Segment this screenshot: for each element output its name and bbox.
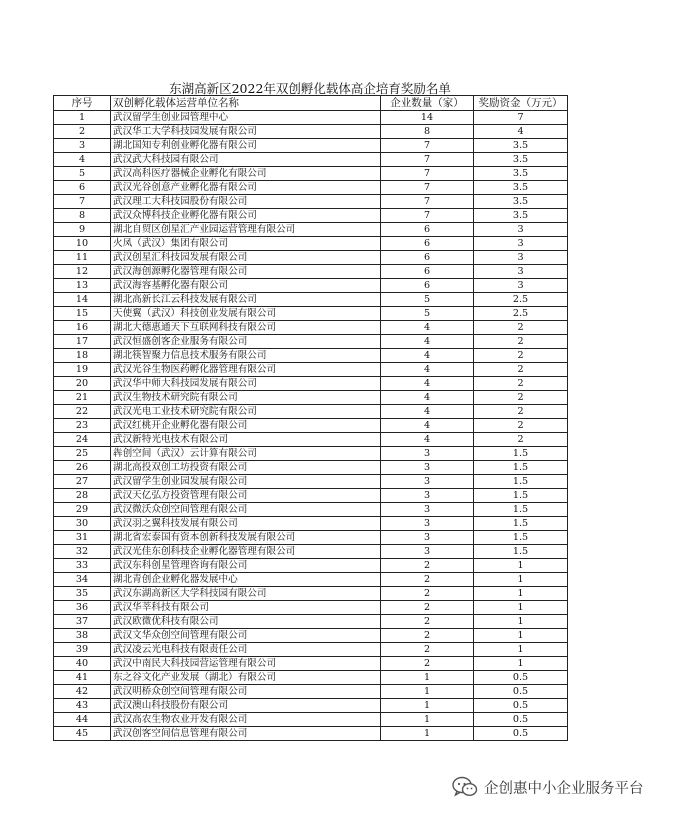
row-number: 13 [54, 279, 111, 293]
table-row [54, 419, 568, 433]
row-number: 37 [54, 615, 111, 629]
row-number: 11 [54, 251, 111, 265]
table-row [54, 125, 568, 139]
row-company-name: 武汉恒盛创客企业服务有限公司 [111, 335, 381, 349]
row-number: 35 [54, 587, 111, 601]
table-row [54, 363, 568, 377]
row-number: 8 [54, 209, 111, 223]
row-award-amount: 1.5 [474, 447, 568, 461]
row-company-name: 武汉微沃众创空间管理有限公司 [111, 503, 381, 517]
row-enterprise-count: 3 [381, 475, 474, 489]
table-row [54, 475, 568, 489]
row-number: 43 [54, 699, 111, 713]
row-enterprise-count: 2 [381, 559, 474, 573]
row-enterprise-count: 6 [381, 223, 474, 237]
row-company-name: 武汉高科医疗器械企业孵化有限公司 [111, 167, 381, 181]
row-award-amount: 3 [474, 251, 568, 265]
row-award-amount: 3.5 [474, 139, 568, 153]
row-award-amount: 0.5 [474, 685, 568, 699]
row-company-name: 武汉凌云光电科技有限责任公司 [111, 643, 381, 657]
header-no: 序号 [54, 96, 111, 111]
row-enterprise-count: 4 [381, 349, 474, 363]
table-row [54, 265, 568, 279]
table-row [54, 643, 568, 657]
row-number: 18 [54, 349, 111, 363]
table-row [54, 181, 568, 195]
row-award-amount: 0.5 [474, 727, 568, 741]
row-enterprise-count: 2 [381, 629, 474, 643]
table-row [54, 335, 568, 349]
table-row [54, 153, 568, 167]
row-award-amount: 1 [474, 629, 568, 643]
row-company-name: 武汉海创源孵化器管理有限公司 [111, 265, 381, 279]
row-number: 39 [54, 643, 111, 657]
row-award-amount: 1 [474, 615, 568, 629]
table-row [54, 321, 568, 335]
row-company-name: 武汉光电工业技术研究院有限公司 [111, 405, 381, 419]
row-number: 20 [54, 377, 111, 391]
row-enterprise-count: 4 [381, 405, 474, 419]
row-award-amount: 1.5 [474, 545, 568, 559]
row-number: 41 [54, 671, 111, 685]
table-row [54, 307, 568, 321]
table-row [54, 111, 568, 125]
row-company-name: 武汉红桃开企业孵化器有限公司 [111, 419, 381, 433]
row-award-amount: 3 [474, 237, 568, 251]
row-company-name: 武汉海容基孵化器有限公司 [111, 279, 381, 293]
table-row [54, 615, 568, 629]
row-company-name: 武汉创星汇科技园发展有限公司 [111, 251, 381, 265]
row-company-name: 火凤（武汉）集团有限公司 [111, 237, 381, 251]
row-enterprise-count: 3 [381, 531, 474, 545]
table-row [54, 279, 568, 293]
row-award-amount: 2 [474, 419, 568, 433]
watermark [452, 775, 644, 799]
row-number: 14 [54, 293, 111, 307]
table-row [54, 167, 568, 181]
row-company-name: 武汉武大科技园有限公司 [111, 153, 381, 167]
row-enterprise-count: 6 [381, 279, 474, 293]
watermark-text: 企创惠中小企业服务平台 [484, 780, 644, 797]
row-award-amount: 2 [474, 391, 568, 405]
row-number: 2 [54, 125, 111, 139]
wechat-icon [452, 776, 478, 798]
row-number: 21 [54, 391, 111, 405]
row-award-amount: 3 [474, 279, 568, 293]
row-award-amount: 1 [474, 587, 568, 601]
document-title: 东湖高新区2022年双创孵化载体高企培育奖励名单 [169, 81, 451, 96]
row-number: 33 [54, 559, 111, 573]
row-number: 40 [54, 657, 111, 671]
row-number: 3 [54, 139, 111, 153]
row-award-amount: 1.5 [474, 531, 568, 545]
table-body [54, 111, 568, 741]
row-number: 10 [54, 237, 111, 251]
row-number: 32 [54, 545, 111, 559]
row-enterprise-count: 7 [381, 195, 474, 209]
row-enterprise-count: 6 [381, 237, 474, 251]
row-enterprise-count: 2 [381, 573, 474, 587]
row-enterprise-count: 7 [381, 167, 474, 181]
row-company-name: 武汉光谷生物医药孵化器管理有限公司 [111, 363, 381, 377]
table-row [54, 223, 568, 237]
table-row [54, 517, 568, 531]
row-award-amount: 1 [474, 657, 568, 671]
row-award-amount: 2 [474, 377, 568, 391]
row-enterprise-count: 2 [381, 615, 474, 629]
row-enterprise-count: 4 [381, 377, 474, 391]
table-row [54, 293, 568, 307]
row-number: 17 [54, 335, 111, 349]
row-enterprise-count: 1 [381, 685, 474, 699]
row-company-name: 湖北高投双创工坊投资有限公司 [111, 461, 381, 475]
row-number: 22 [54, 405, 111, 419]
row-company-name: 湖北自贸区创星汇产业园运营管理有限公司 [111, 223, 381, 237]
row-enterprise-count: 1 [381, 699, 474, 713]
row-enterprise-count: 1 [381, 671, 474, 685]
row-enterprise-count: 1 [381, 713, 474, 727]
row-enterprise-count: 4 [381, 419, 474, 433]
row-enterprise-count: 2 [381, 601, 474, 615]
table-row [54, 629, 568, 643]
row-enterprise-count: 3 [381, 447, 474, 461]
row-enterprise-count: 4 [381, 363, 474, 377]
row-company-name: 武汉生物技术研究院有限公司 [111, 391, 381, 405]
row-number: 28 [54, 489, 111, 503]
row-number: 45 [54, 727, 111, 741]
row-company-name: 武汉明桥众创空间管理有限公司 [111, 685, 381, 699]
row-company-name: 东之谷文化产业发展（湖北）有限公司 [111, 671, 381, 685]
row-award-amount: 3.5 [474, 195, 568, 209]
row-number: 23 [54, 419, 111, 433]
row-number: 24 [54, 433, 111, 447]
row-number: 36 [54, 601, 111, 615]
row-company-name: 武汉中南民大科技园营运管理有限公司 [111, 657, 381, 671]
row-enterprise-count: 4 [381, 433, 474, 447]
row-enterprise-count: 6 [381, 265, 474, 279]
table-header-row [54, 96, 568, 111]
table-row [54, 573, 568, 587]
row-award-amount: 0.5 [474, 699, 568, 713]
row-enterprise-count: 5 [381, 293, 474, 307]
row-company-name: 武汉东湖高新区大学科技园有限公司 [111, 587, 381, 601]
row-enterprise-count: 3 [381, 461, 474, 475]
row-company-name: 武汉理工大科技园股份有限公司 [111, 195, 381, 209]
row-award-amount: 2 [474, 349, 568, 363]
row-award-amount: 1 [474, 573, 568, 587]
row-number: 5 [54, 167, 111, 181]
row-number: 16 [54, 321, 111, 335]
header-count: 企业数量（家） [381, 96, 474, 111]
row-number: 4 [54, 153, 111, 167]
row-company-name: 湖北筷智聚力信息技术服务有限公司 [111, 349, 381, 363]
table-row [54, 671, 568, 685]
row-company-name: 湖北大德惠通天下互联网科技有限公司 [111, 321, 381, 335]
row-award-amount: 0.5 [474, 671, 568, 685]
row-award-amount: 2 [474, 363, 568, 377]
row-company-name: 武汉华工大学科技园发展有限公司 [111, 125, 381, 139]
row-company-name: 武汉高农生物农业开发有限公司 [111, 713, 381, 727]
row-enterprise-count: 3 [381, 517, 474, 531]
row-enterprise-count: 3 [381, 545, 474, 559]
row-award-amount: 1 [474, 601, 568, 615]
row-company-name: 武汉华中师大科技园发展有限公司 [111, 377, 381, 391]
row-enterprise-count: 4 [381, 391, 474, 405]
table-row [54, 461, 568, 475]
row-number: 34 [54, 573, 111, 587]
row-company-name: 武汉羽之翼科技发展有限公司 [111, 517, 381, 531]
row-award-amount: 3 [474, 223, 568, 237]
row-award-amount: 1.5 [474, 475, 568, 489]
table-row [54, 545, 568, 559]
table-row [54, 559, 568, 573]
row-enterprise-count: 4 [381, 335, 474, 349]
table-row [54, 433, 568, 447]
row-award-amount: 1.5 [474, 461, 568, 475]
table-row [54, 699, 568, 713]
row-number: 19 [54, 363, 111, 377]
row-enterprise-count: 2 [381, 657, 474, 671]
row-award-amount: 1 [474, 643, 568, 657]
award-table [53, 95, 568, 741]
row-award-amount: 7 [474, 111, 568, 125]
row-enterprise-count: 2 [381, 587, 474, 601]
row-company-name: 湖北高新长江云科技发展有限公司 [111, 293, 381, 307]
row-award-amount: 3.5 [474, 153, 568, 167]
row-company-name: 武汉文华众创空间管理有限公司 [111, 629, 381, 643]
row-award-amount: 2 [474, 321, 568, 335]
row-number: 25 [54, 447, 111, 461]
table-row [54, 139, 568, 153]
row-enterprise-count: 2 [381, 643, 474, 657]
row-company-name: 武汉东科创星管理咨询有限公司 [111, 559, 381, 573]
row-company-name: 武汉天亿弘方投资管理有限公司 [111, 489, 381, 503]
row-number: 29 [54, 503, 111, 517]
row-award-amount: 1.5 [474, 503, 568, 517]
table-row [54, 685, 568, 699]
row-company-name: 武汉光谷创意产业孵化器有限公司 [111, 181, 381, 195]
table-row [54, 727, 568, 741]
table-row [54, 251, 568, 265]
row-company-name: 犇创空间（武汉）云计算有限公司 [111, 447, 381, 461]
row-number: 7 [54, 195, 111, 209]
row-company-name: 武汉光佳东创科技企业孵化器管理有限公司 [111, 545, 381, 559]
table-row [54, 391, 568, 405]
row-award-amount: 1.5 [474, 517, 568, 531]
row-award-amount: 2 [474, 433, 568, 447]
row-enterprise-count: 3 [381, 489, 474, 503]
table-row [54, 587, 568, 601]
table-row [54, 237, 568, 251]
row-enterprise-count: 3 [381, 503, 474, 517]
row-number: 30 [54, 517, 111, 531]
row-company-name: 武汉创客空间信息管理有限公司 [111, 727, 381, 741]
row-company-name: 武汉众博科技企业孵化器有限公司 [111, 209, 381, 223]
table-row [54, 195, 568, 209]
row-award-amount: 1.5 [474, 489, 568, 503]
row-company-name: 武汉澳山科技股份有限公司 [111, 699, 381, 713]
row-number: 31 [54, 531, 111, 545]
row-enterprise-count: 1 [381, 727, 474, 741]
row-number: 26 [54, 461, 111, 475]
header-name: 双创孵化载体运营单位名称 [111, 96, 381, 111]
row-number: 12 [54, 265, 111, 279]
row-number: 27 [54, 475, 111, 489]
row-award-amount: 2 [474, 405, 568, 419]
row-number: 44 [54, 713, 111, 727]
table-row [54, 531, 568, 545]
row-company-name: 湖北国知专利创业孵化器有限公司 [111, 139, 381, 153]
row-company-name: 武汉留学生创业园管理中心 [111, 111, 381, 125]
row-number: 1 [54, 111, 111, 125]
table-row [54, 349, 568, 363]
row-number: 15 [54, 307, 111, 321]
row-enterprise-count: 14 [381, 111, 474, 125]
row-award-amount: 1 [474, 559, 568, 573]
table-row [54, 209, 568, 223]
row-company-name: 天使翼（武汉）科技创业发展有限公司 [111, 307, 381, 321]
row-enterprise-count: 8 [381, 125, 474, 139]
row-company-name: 湖北省宏泰国有资本创新科技发展有限公司 [111, 531, 381, 545]
table-row [54, 377, 568, 391]
row-enterprise-count: 7 [381, 209, 474, 223]
row-enterprise-count: 7 [381, 153, 474, 167]
row-award-amount: 3.5 [474, 181, 568, 195]
row-company-name: 武汉新特光电技术有限公司 [111, 433, 381, 447]
row-award-amount: 3 [474, 265, 568, 279]
row-number: 42 [54, 685, 111, 699]
row-enterprise-count: 6 [381, 251, 474, 265]
table-row [54, 713, 568, 727]
row-award-amount: 4 [474, 125, 568, 139]
row-number: 9 [54, 223, 111, 237]
row-award-amount: 2.5 [474, 307, 568, 321]
row-award-amount: 0.5 [474, 713, 568, 727]
row-enterprise-count: 4 [381, 321, 474, 335]
table-row [54, 447, 568, 461]
row-enterprise-count: 5 [381, 307, 474, 321]
row-number: 38 [54, 629, 111, 643]
row-award-amount: 3.5 [474, 209, 568, 223]
table-row [54, 405, 568, 419]
row-award-amount: 2.5 [474, 293, 568, 307]
header-amount: 奖励资金（万元） [474, 96, 568, 111]
row-company-name: 武汉华莘科技有限公司 [111, 601, 381, 615]
row-enterprise-count: 7 [381, 139, 474, 153]
row-company-name: 武汉留学生创业园发展有限公司 [111, 475, 381, 489]
row-number: 6 [54, 181, 111, 195]
row-award-amount: 3.5 [474, 167, 568, 181]
row-award-amount: 2 [474, 335, 568, 349]
row-company-name: 武汉欧微优科技有限公司 [111, 615, 381, 629]
table-row [54, 489, 568, 503]
table-row [54, 657, 568, 671]
row-enterprise-count: 7 [381, 181, 474, 195]
row-company-name: 湖北青创企业孵化器发展中心 [111, 573, 381, 587]
table-row [54, 503, 568, 517]
table-row [54, 601, 568, 615]
